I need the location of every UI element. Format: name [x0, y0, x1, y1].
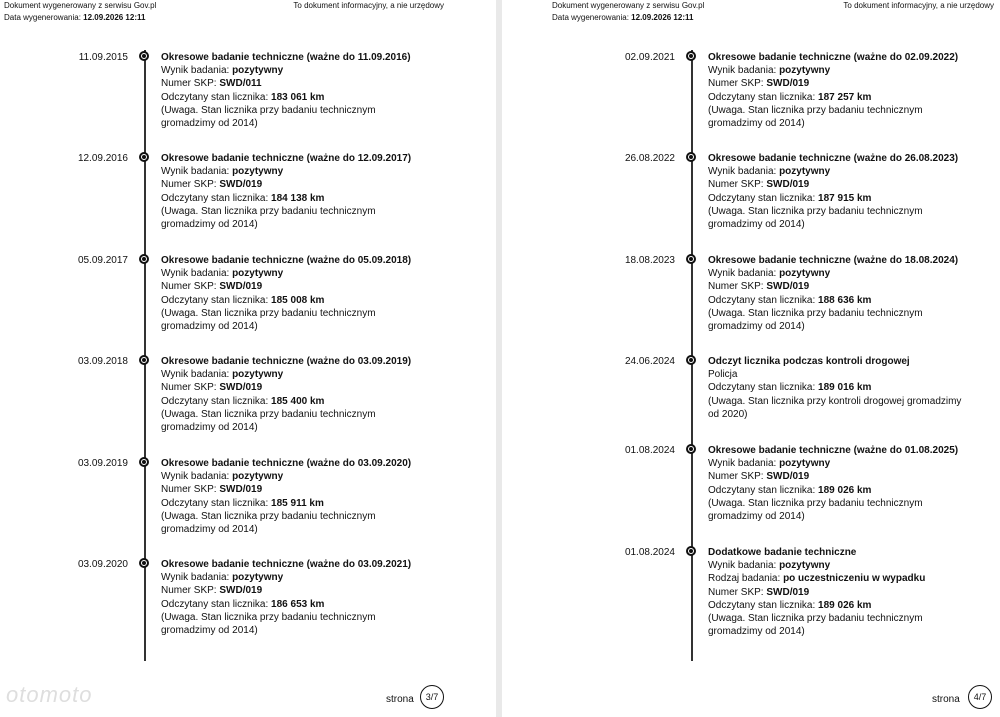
header-note: To dokument informacyjny, a nie urzędowy	[843, 1, 994, 10]
entry-note: (Uwaga. Stan licznika przy badaniu technicznym gromadzimy od 2014)	[161, 510, 376, 536]
entry-note: (Uwaga. Stan licznika przy badaniu technicznym gromadzimy od 2014)	[161, 307, 376, 333]
timeline-dot-icon	[686, 254, 696, 264]
odometer-label: Odczytany stan licznika:	[708, 484, 816, 496]
timeline-dot-icon	[139, 152, 149, 162]
type-label: Rodzaj badania:	[708, 573, 781, 585]
skp-label: Numer SKP:	[708, 78, 764, 90]
result-value: pozytywny	[779, 268, 831, 280]
result-value: pozytywny	[232, 572, 284, 584]
odometer-value: 186 653 km	[271, 598, 325, 610]
result-label: Wynik badania:	[708, 166, 777, 178]
entry-title: Okresowe badanie techniczne (ważne do 03.09.2021)	[161, 559, 412, 570]
result-value: pozytywny	[779, 458, 831, 470]
timeline-dot-icon	[686, 546, 696, 556]
odometer-value: 189 026 km	[818, 599, 872, 611]
result-label: Wynik badania:	[708, 65, 777, 77]
result-value: pozytywny	[232, 369, 284, 381]
odometer-label: Odczytany stan licznika:	[161, 497, 269, 509]
header-source-text: Dokument wygenerowany z serwisu Gov.pl	[552, 1, 705, 10]
entry-date: 26.08.2022	[624, 153, 675, 164]
skp-value: SWD/019	[766, 586, 810, 598]
entry-result	[708, 267, 973, 280]
entry-date: 18.08.2023	[624, 255, 675, 266]
timeline-dot-icon	[139, 457, 149, 467]
entry-body	[708, 355, 973, 421]
entry-skp	[708, 77, 973, 90]
skp-label: Numer SKP:	[161, 179, 217, 191]
skp-label: Numer SKP:	[161, 484, 217, 496]
odometer-label: Odczytany stan licznika:	[161, 395, 269, 407]
entry-body	[161, 457, 426, 536]
entry-result	[161, 470, 426, 483]
timeline-dot-icon	[686, 355, 696, 365]
entry-skp	[161, 77, 426, 90]
odometer-value: 187 257 km	[818, 91, 872, 103]
entry-note: (Uwaga. Stan licznika przy badaniu technicznym gromadzimy od 2014)	[708, 613, 923, 638]
skp-label: Numer SKP:	[708, 179, 764, 191]
entry-body	[161, 254, 426, 333]
result-value: pozytywny	[232, 471, 284, 483]
result-value: pozytywny	[779, 65, 831, 77]
entry-note: (Uwaga. Stan licznika przy kontroli drogowej gromadzimy od 2020)	[708, 395, 962, 420]
entry-title: Odczyt licznika podczas kontroli drogowej	[708, 356, 910, 367]
result-label: Wynik badania:	[161, 471, 230, 483]
entry-odometer	[708, 599, 973, 612]
skp-value: SWD/019	[219, 281, 263, 293]
odometer-value: 185 008 km	[271, 294, 325, 306]
entry-date: 05.09.2017	[77, 255, 128, 266]
entry-note: (Uwaga. Stan licznika przy badaniu technicznym gromadzimy od 2014)	[708, 205, 923, 231]
skp-value: SWD/019	[219, 484, 263, 496]
timeline-dot-icon	[686, 51, 696, 61]
skp-value: SWD/019	[219, 179, 263, 191]
entry-skp	[161, 483, 426, 496]
entry-body	[161, 152, 426, 231]
timeline-dot-icon	[139, 558, 149, 568]
header-date-value: 12.09.2026 12:11	[631, 13, 694, 22]
odometer-label: Odczytany stan licznika:	[161, 598, 269, 610]
skp-value: SWD/011	[219, 78, 262, 90]
result-value: pozytywny	[779, 560, 831, 572]
result-label: Wynik badania:	[161, 166, 230, 178]
entry-note: (Uwaga. Stan licznika przy badaniu technicznym gromadzimy od 2014)	[708, 104, 923, 130]
entry-title: Okresowe badanie techniczne (ważne do 03.09.2020)	[161, 458, 412, 469]
result-label: Wynik badania:	[161, 369, 230, 381]
page-label: strona	[386, 694, 414, 705]
entry-skp	[161, 178, 426, 191]
odometer-label: Odczytany stan licznika:	[161, 294, 269, 306]
entry-skp	[161, 584, 426, 597]
odometer-label: Odczytany stan licznika:	[161, 192, 269, 204]
type-value: po uczestniczeniu w wypadku	[783, 573, 926, 585]
result-value: pozytywny	[232, 166, 284, 178]
entry-result	[161, 165, 426, 178]
result-label: Wynik badania:	[708, 560, 777, 572]
header-date-label: Data wygenerowania:	[4, 13, 81, 22]
result-label: Wynik badania:	[708, 458, 777, 470]
odometer-label: Odczytany stan licznika:	[708, 599, 816, 611]
skp-value: SWD/019	[219, 382, 263, 394]
entry-date: 11.09.2015	[78, 52, 128, 63]
entry-title: Okresowe badanie techniczne (ważne do 18.08.2024)	[708, 255, 959, 266]
entry-date: 01.08.2024	[624, 547, 675, 558]
entry-date: 03.09.2020	[77, 559, 128, 570]
entry-odometer	[161, 192, 426, 205]
entry-skp	[708, 470, 973, 483]
odometer-value: 189 016 km	[818, 382, 872, 394]
odometer-value: 188 636 km	[818, 294, 872, 306]
result-value: pozytywny	[232, 268, 284, 280]
document-page-4	[502, 0, 1000, 717]
odometer-value: 185 400 km	[271, 395, 325, 407]
skp-value: SWD/019	[766, 179, 810, 191]
entry-date: 02.09.2021	[624, 52, 675, 63]
entry-body	[708, 254, 973, 333]
skp-label: Numer SKP:	[161, 585, 217, 597]
odometer-value: 184 138 km	[271, 192, 325, 204]
entry-title: Okresowe badanie techniczne (ważne do 03.09.2019)	[161, 356, 412, 367]
skp-value: SWD/019	[766, 471, 810, 483]
header-note: To dokument informacyjny, a nie urzędowy	[293, 1, 444, 10]
entry-body	[161, 51, 426, 130]
result-value: pozytywny	[232, 65, 284, 77]
timeline-dot-icon	[139, 355, 149, 365]
entry-date: 12.09.2016	[77, 153, 128, 164]
entry-result	[708, 64, 973, 77]
entry-title: Dodatkowe badanie techniczne	[708, 547, 857, 558]
page-number-badge: 3/7	[420, 685, 444, 709]
odometer-label: Odczytany stan licznika:	[708, 294, 816, 306]
entry-odometer	[708, 381, 973, 394]
entry-body	[161, 558, 426, 637]
skp-label: Numer SKP:	[161, 281, 217, 293]
page-header-source	[4, 0, 156, 24]
entry-odometer	[708, 91, 973, 104]
entry-title: Okresowe badanie techniczne (ważne do 12.09.2017)	[161, 153, 412, 164]
skp-label: Numer SKP:	[708, 586, 764, 598]
result-label: Wynik badania:	[708, 268, 777, 280]
entry-odometer	[161, 598, 426, 611]
skp-label: Numer SKP:	[708, 281, 764, 293]
entry-odometer	[708, 484, 973, 497]
entry-skp	[708, 586, 973, 599]
entry-title: Okresowe badanie techniczne (ważne do 01.08.2025)	[708, 445, 959, 456]
entry-result	[161, 64, 426, 77]
entry-odometer	[161, 395, 426, 408]
entry-title: Okresowe badanie techniczne (ważne do 05.09.2018)	[161, 255, 412, 266]
entry-body	[708, 546, 973, 638]
entry-skp	[161, 280, 426, 293]
entry-skp	[708, 280, 973, 293]
entry-note: (Uwaga. Stan licznika przy badaniu technicznym gromadzimy od 2014)	[708, 497, 923, 523]
entry-result	[708, 457, 973, 470]
page-label: strona	[932, 694, 960, 705]
entry-body	[708, 152, 973, 231]
timeline-dot-icon	[686, 152, 696, 162]
odometer-value: 185 911 km	[271, 497, 324, 509]
entry-note: (Uwaga. Stan licznika przy badaniu technicznym gromadzimy od 2014)	[161, 611, 376, 637]
odometer-label: Odczytany stan licznika:	[708, 382, 816, 394]
header-source-text: Dokument wygenerowany z serwisu Gov.pl	[4, 1, 157, 10]
timeline-dot-icon	[139, 51, 149, 61]
document-page-3	[0, 0, 496, 717]
result-label: Wynik badania:	[161, 65, 230, 77]
odometer-label: Odczytany stan licznika:	[708, 91, 816, 103]
odometer-value: 187 915 km	[818, 192, 872, 204]
odometer-label: Odczytany stan licznika:	[161, 91, 269, 103]
page-number-badge: 4/7	[968, 685, 992, 709]
entry-odometer	[161, 294, 426, 307]
skp-value: SWD/019	[219, 585, 263, 597]
entry-result	[708, 559, 973, 572]
entry-body	[161, 355, 426, 434]
entry-skp	[161, 381, 426, 394]
page-header-source	[552, 0, 704, 24]
odometer-label: Odczytany stan licznika:	[708, 192, 816, 204]
entry-date: 03.09.2019	[77, 458, 128, 469]
entry-skp	[708, 178, 973, 191]
watermark-logo: otomoto	[6, 682, 93, 707]
skp-label: Numer SKP:	[161, 78, 217, 90]
skp-label: Numer SKP:	[708, 471, 764, 483]
entry-title: Okresowe badanie techniczne (ważne do 11.09.2016)	[161, 52, 411, 63]
skp-label: Numer SKP:	[161, 382, 217, 394]
skp-value: SWD/019	[766, 78, 810, 90]
entry-note: (Uwaga. Stan licznika przy badaniu technicznym gromadzimy od 2014)	[161, 205, 376, 231]
skp-value: SWD/019	[766, 281, 810, 293]
entry-body	[708, 444, 973, 523]
header-date-label: Data wygenerowania:	[552, 13, 629, 22]
entry-result	[161, 267, 426, 280]
entry-source: Policja	[708, 369, 738, 381]
entry-odometer	[708, 192, 973, 205]
entry-result	[161, 368, 426, 381]
entry-note: (Uwaga. Stan licznika przy badaniu technicznym gromadzimy od 2014)	[161, 408, 376, 434]
header-date	[552, 12, 704, 24]
entry-date: 24.06.2024	[624, 356, 675, 367]
result-label: Wynik badania:	[161, 268, 230, 280]
timeline-dot-icon	[686, 444, 696, 454]
entry-result	[708, 165, 973, 178]
entry-title: Okresowe badanie techniczne (ważne do 02.09.2022)	[708, 52, 959, 63]
result-label: Wynik badania:	[161, 572, 230, 584]
entry-note: (Uwaga. Stan licznika przy badaniu technicznym gromadzimy od 2014)	[708, 307, 923, 333]
result-value: pozytywny	[779, 166, 831, 178]
timeline-dot-icon	[139, 254, 149, 264]
entry-date: 01.08.2024	[624, 445, 675, 456]
entry-note: (Uwaga. Stan licznika przy badaniu technicznym gromadzimy od 2014)	[161, 104, 376, 130]
entry-body	[708, 51, 973, 130]
header-date	[4, 12, 156, 24]
odometer-value: 183 061 km	[271, 91, 325, 103]
entry-date: 03.09.2018	[77, 356, 128, 367]
entry-odometer	[161, 91, 426, 104]
entry-result	[161, 571, 426, 584]
entry-title: Okresowe badanie techniczne (ważne do 26.08.2023)	[708, 153, 959, 164]
odometer-value: 189 026 km	[818, 484, 872, 496]
entry-odometer	[708, 294, 973, 307]
header-date-value: 12.09.2026 12:11	[83, 13, 146, 22]
entry-odometer	[161, 497, 426, 510]
entry-type	[708, 572, 973, 585]
